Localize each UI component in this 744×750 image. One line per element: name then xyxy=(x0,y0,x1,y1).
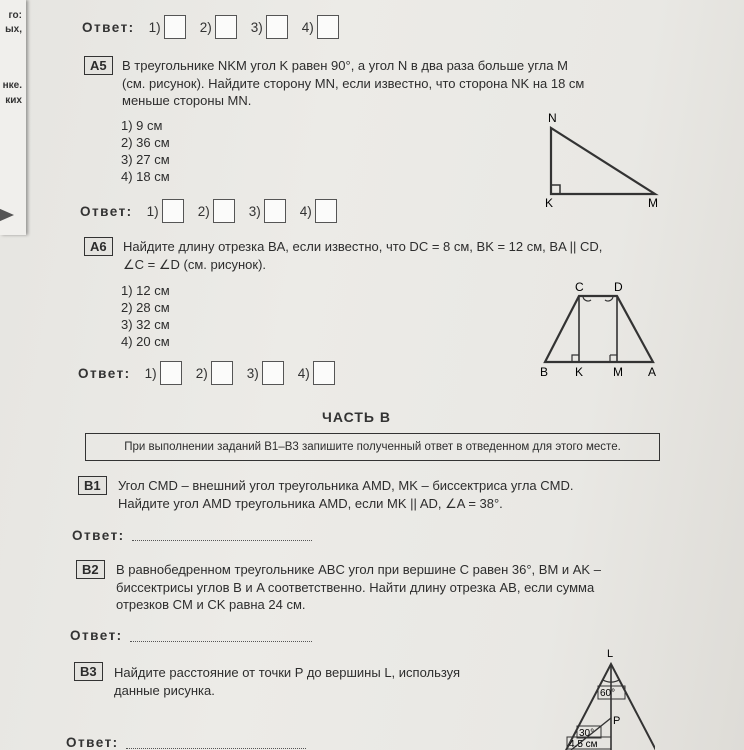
answer-box-4[interactable] xyxy=(315,199,337,223)
answer-box-2[interactable] xyxy=(213,199,235,223)
vertex-label-a: A xyxy=(648,365,657,379)
answer-box-2[interactable] xyxy=(215,15,237,39)
option-number: 3) xyxy=(248,203,261,219)
answer-line-b2[interactable] xyxy=(130,641,312,642)
answer-line-b1[interactable] xyxy=(132,540,312,541)
edge-text: ых, xyxy=(5,24,22,35)
answer-label-b3: Ответ: xyxy=(66,735,119,750)
task-a5-options xyxy=(121,117,170,185)
option-number: 2) xyxy=(195,365,208,381)
vertex-label-m: M xyxy=(613,365,623,379)
answer-box-4[interactable] xyxy=(317,15,339,39)
option-number: 1) xyxy=(144,365,157,381)
edge-arrow-icon xyxy=(0,208,14,222)
option-number: 4) xyxy=(299,203,312,219)
answer-label: Ответ: xyxy=(80,203,133,219)
option-number: 3) xyxy=(250,19,263,35)
angle-label-60: 60° xyxy=(600,688,616,699)
answer-line-b3[interactable] xyxy=(126,748,306,749)
task-a6-text: Найдите длину отрезка BA, если известно, что DC = 8 см, BK = 12 см, BA || CD, ∠C = ∠D (см. рисунок). xyxy=(123,239,603,272)
vertex-label-c: C xyxy=(575,280,584,294)
option-item: 3) 27 см xyxy=(121,152,170,167)
edge-text: ких xyxy=(5,95,22,106)
answer-label-b2: Ответ: xyxy=(70,628,123,643)
answer-label-b1: Ответ: xyxy=(72,528,125,543)
task-tag-b2: В2 xyxy=(76,560,105,579)
triangle-lp-figure xyxy=(555,646,655,750)
vertex-label-m: M xyxy=(648,196,658,210)
task-tag-b1: В1 xyxy=(78,476,107,495)
vertex-label-b: B xyxy=(540,365,549,379)
answer-row-a4 xyxy=(82,15,339,39)
answer-row-a6 xyxy=(78,361,335,385)
trapezoid-figure xyxy=(535,278,665,380)
point-label-p: P xyxy=(613,715,621,727)
vertex-label-n: N xyxy=(548,111,557,125)
edge-text: нке. xyxy=(2,80,22,91)
triangle-nkm-figure xyxy=(535,110,675,215)
option-number: 1) xyxy=(146,203,159,219)
answer-label: Ответ: xyxy=(78,365,131,381)
answer-box-3[interactable] xyxy=(264,199,286,223)
task-tag-a6: А6 xyxy=(84,237,113,256)
task-b1-text: Угол CMD – внешний угол треугольника AMD, MK – биссектриса угла CMD. Найдите угол AMD треугольника AMD, если MK || AD, ∠A = 38°. xyxy=(118,478,574,511)
vertex-label-k: K xyxy=(545,196,554,210)
option-number: 3) xyxy=(246,365,259,381)
answer-box-1[interactable] xyxy=(160,361,182,385)
answer-row-a5 xyxy=(80,199,337,223)
vertex-label-k: K xyxy=(575,365,584,379)
option-item: 2) 28 см xyxy=(121,300,170,315)
task-tag-b3: В3 xyxy=(74,662,103,681)
answer-box-4[interactable] xyxy=(313,361,335,385)
option-item: 4) 18 см xyxy=(121,169,170,184)
option-item: 3) 32 см xyxy=(121,317,170,332)
option-number: 2) xyxy=(199,19,212,35)
answer-box-3[interactable] xyxy=(266,15,288,39)
answer-box-2[interactable] xyxy=(211,361,233,385)
answer-label: Ответ: xyxy=(82,19,135,35)
option-item: 4) 20 см xyxy=(121,334,170,349)
angle-label-30: 30° xyxy=(579,728,595,739)
answer-box-1[interactable] xyxy=(164,15,186,39)
option-number: 4) xyxy=(301,19,314,35)
adjacent-page-edge xyxy=(0,0,26,235)
option-number: 2) xyxy=(197,203,210,219)
answer-box-1[interactable] xyxy=(162,199,184,223)
task-b2-text: В равнобедренном треугольнике ABC угол при вершине C равен 36°, BM и AK – биссектрисы углов B и A соответственно. Найти длину отрезка AB, если сумма отрезков CM и CK равна 24 см. xyxy=(116,562,601,612)
length-label: 4.5 см xyxy=(569,739,598,750)
option-number: 4) xyxy=(297,365,310,381)
task-tag-a5: А5 xyxy=(84,56,113,75)
task-a5-text: В треугольнике NKM угол K равен 90°, а угол N в два раза больше угла M (см. рисунок). Найдите сторону MN, если известно, что сторона NK на 18 см меньше стороны MN. xyxy=(122,58,585,108)
vertex-label-l: L xyxy=(607,648,614,660)
section-heading-part-b: ЧАСТЬ В xyxy=(322,409,391,425)
part-b-instruction: При выполнении заданий В1–В3 запишите полученный ответ в отведенном для этого месте. xyxy=(85,433,660,461)
task-b3-text: Найдите расстояние от точки P до вершины L, используя данные рисунка. xyxy=(114,665,461,698)
edge-text: го: xyxy=(8,10,22,21)
vertex-label-d: D xyxy=(614,280,623,294)
option-number: 1) xyxy=(148,19,161,35)
option-item: 1) 12 см xyxy=(121,283,170,298)
option-item: 2) 36 см xyxy=(121,135,170,150)
option-item: 1) 9 см xyxy=(121,118,163,133)
answer-box-3[interactable] xyxy=(262,361,284,385)
task-a6-options xyxy=(121,282,170,350)
